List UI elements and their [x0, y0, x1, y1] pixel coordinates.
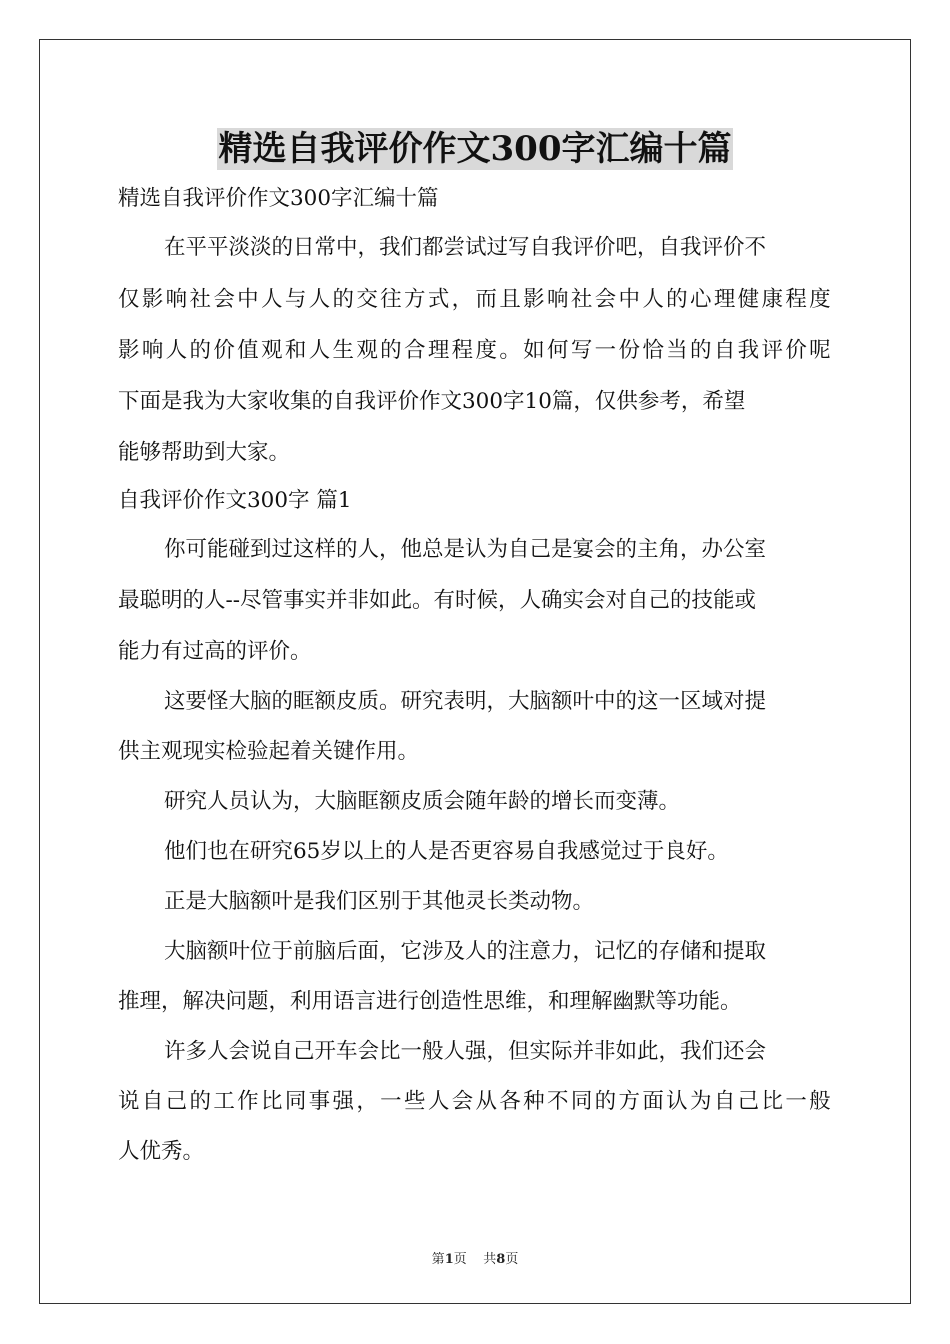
- paragraph-line: 在平平淡淡的日常中，我们都尝试过写自我评价吧，自我评价不: [164, 235, 767, 260]
- paragraph-line: 推理，解决问题，利用语言进行创造性思维，和理解幽默等功能。: [118, 989, 742, 1014]
- footer-suffix: 页: [505, 1252, 519, 1267]
- paragraph-line: 说自己的工作比同事强，一些人会从各种不同的方面认为自己比一般: [118, 1089, 834, 1114]
- footer-prefix: 第: [431, 1252, 445, 1267]
- title-container: [0, 128, 950, 170]
- paragraph-line: 许多人会说自己开车会比一般人强，但实际并非如此，我们还会: [164, 1039, 767, 1064]
- page-footer: [0, 1248, 950, 1267]
- paragraph-line: 自我评价作文300字 篇1: [118, 488, 352, 513]
- paragraph-line: 大脑额叶位于前脑后面，它涉及人的注意力，记忆的存储和提取: [164, 939, 767, 964]
- paragraph-line: 能力有过高的评价。: [118, 639, 312, 664]
- paragraph-line: 他们也在研究65岁以上的人是否更容易自我感觉过于良好。: [164, 839, 729, 864]
- paragraph-line: 下面是我为大家收集的自我评价作文300字10篇，仅供参考，希望: [118, 389, 746, 414]
- paragraph-line: 人优秀。: [118, 1139, 205, 1164]
- paragraph-line: 供主观现实检验起着关键作用。: [118, 739, 420, 764]
- footer-middle: 页 共: [453, 1252, 497, 1267]
- paragraph-line: 这要怪大脑的眶额皮质。研究表明，大脑额叶中的这一区域对提: [164, 689, 767, 714]
- footer-total-pages: 8: [496, 1252, 506, 1267]
- document-subtitle: 精选自我评价作文300字汇编十篇: [118, 186, 439, 211]
- paragraph-line: 仅影响社会中人与人的交往方式，而且影响社会中人的心理健康程度: [118, 287, 834, 312]
- paragraph-line: 正是大脑额叶是我们区别于其他灵长类动物。: [164, 889, 595, 914]
- paragraph-line: 你可能碰到过这样的人，他总是认为自己是宴会的主角，办公室: [164, 537, 767, 562]
- footer-page-number: 1: [444, 1252, 454, 1267]
- paragraph-line: 最聪明的人--尽管事实并非如此。有时候，人确实会对自己的技能或: [118, 588, 757, 613]
- document-title: 精选自我评价作文300字汇编十篇: [218, 129, 732, 169]
- paragraph-line: 能够帮助到大家。: [118, 440, 291, 465]
- paragraph-line: 影响人的价值观和人生观的合理程度。如何写一份恰当的自我评价呢: [118, 338, 834, 363]
- paragraph-line: 研究人员认为，大脑眶额皮质会随年龄的增长而变薄。: [164, 789, 681, 814]
